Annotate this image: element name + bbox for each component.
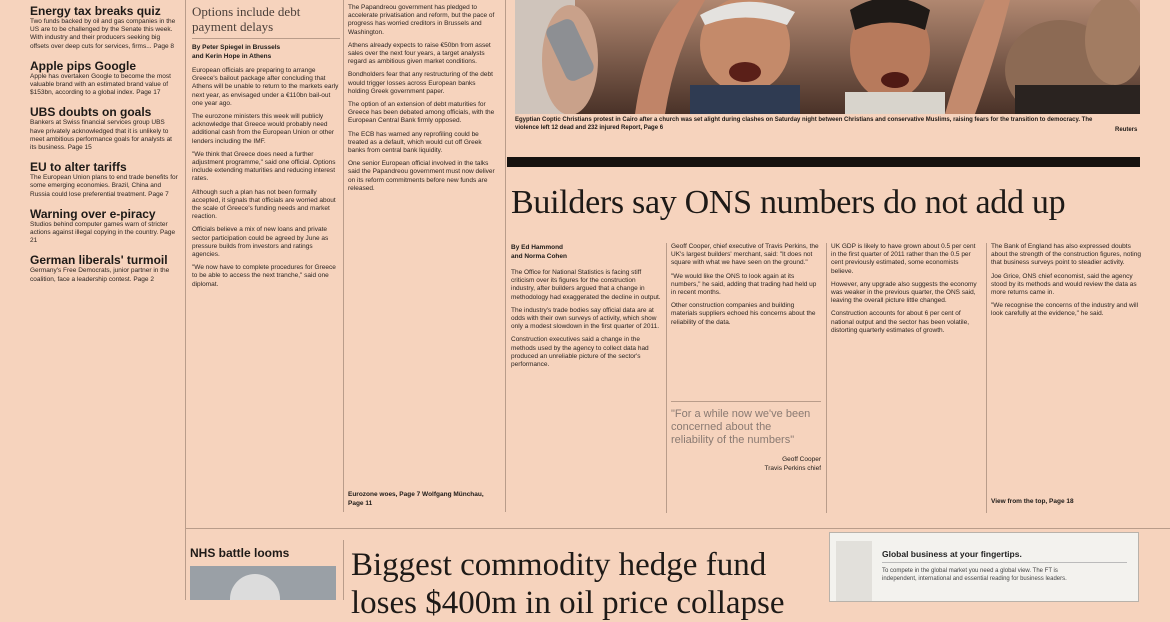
story-paragraph: Other construction companies and building materials suppliers echoed his concerns about the reliability of the data.	[671, 302, 816, 326]
story-column-2	[192, 0, 340, 512]
ad-text: To compete in the global market you need a global view. The FT is independent, international and essential reading for business leaders.	[882, 568, 1067, 582]
story-text	[991, 243, 1141, 491]
story-paragraph: Athens already expects to raise €50bn from asset sales over the next four years, a target analysts regard as ambitious given market conditions.	[348, 41, 491, 66]
column-rule	[826, 243, 827, 513]
story-paragraph: "We think that Greece does need a further adjustment programme," said one official. Options include extending maturities and reducing interest rates.	[192, 150, 336, 183]
brief-heading[interactable]: EU to alter tariffs	[30, 160, 127, 175]
lead-column-2	[671, 243, 821, 513]
story-paragraph: Officials believe a mix of new loans and private sector participation could be agreed by June as pressure builds from investors and ratings agencies.	[192, 226, 329, 259]
subheadline: Options include debt payment delays	[192, 4, 301, 34]
story-paragraph: The eurozone ministers this week will publicly acknowledge that Greece would probably need additional cash from the European Union or other lenders including the IMF.	[192, 113, 335, 145]
story-paragraph: European officials are preparing to arrange Greece's bailout package after concluding that Athens will be unable to return to the markets early next year, as envisaged under a €110bn bail-out one year ago.	[192, 67, 339, 107]
story-paragraph: Construction executives said a change in the methods used by the agency to collect data had produced an unreliable picture of the sector's performance.	[511, 336, 649, 369]
lead-headline[interactable]: Builders say ONS numbers do not add up	[511, 184, 1066, 221]
byline: By Peter Spiegel in Brussels	[192, 44, 281, 51]
story-paragraph: The Papandreou government has pledged to accelerate privatisation and reform, but the pace of progress has worried creditors in Brussels and Washington.	[348, 4, 495, 36]
story-text	[671, 243, 821, 395]
bottom-headline[interactable]: Biggest commodity hedge fund loses $400m in oil price collapse	[351, 547, 785, 621]
story-paragraph: Although such a plan has not been formally accepted, it signals that officials are worried about the scale of Greece's funding needs and market reaction.	[192, 188, 336, 221]
ad-rule	[882, 562, 1127, 563]
photo-caption: Egyptian Coptic Christians protest in Cairo after a church was set alight during clashes on Saturday night between Christians and conservative Muslims, raising fears for the transition to democracy. The violence left 12 dead and 232 injured Report, Page 6	[515, 117, 1093, 131]
story-paragraph: "We recognise the concerns of the industry and will look carefully at the evidence," he said.	[991, 302, 1139, 318]
nhs-heading[interactable]: NHS battle looms	[190, 546, 290, 560]
quote-attribution: Geoff Cooper	[782, 456, 821, 463]
story-column-3	[348, 4, 498, 484]
story-paragraph: The industry's trade bodies say official data are at odds with their own surveys of activity, which show only a modest slowdown in the first quarter of 2011.	[511, 306, 660, 331]
ad-heading: Global business at your fingertips.	[882, 549, 1022, 559]
page-reference[interactable]: View from the top, Page 18	[991, 498, 1074, 505]
page-reference[interactable]: Eurozone woes, Page 7 Wolfgang Münchau, Page 11	[348, 491, 484, 507]
brief-heading[interactable]: Energy tax breaks quiz	[30, 4, 161, 18]
byline: By Ed Hammond	[511, 244, 564, 251]
brief-text: Apple has overtaken Google to become the most valuable brand with an estimated brand value of $153bn, according to a global index. Page 17	[30, 72, 171, 97]
subhead-rule	[192, 38, 340, 39]
story-paragraph: Geoff Cooper, chief executive of Travis Perkins, the UK's largest builders' merchant, said: "It does not square with what we have seen on the ground."	[671, 243, 819, 267]
lead-column-4	[991, 243, 1141, 513]
story-paragraph: UK GDP is likely to have grown about 0.5 per cent in the first quarter of 2011 rather than the 0.5 per cent previously estimated, some economists believe.	[831, 243, 976, 275]
pull-quote: "For a while now we've been concerned about the reliability of the numbers"	[671, 408, 811, 446]
photo-credit: Reuters	[1115, 127, 1138, 133]
story-paragraph: The Bank of England has also expressed doubts about the strength of the construction figures, noting that business surveys point to steadier activity.	[991, 243, 1141, 267]
story-text	[511, 269, 661, 369]
brief-text: The European Union plans to end trade benefits for some emerging economies. Brazil, China and Russia could lose preferential treatment. Page 7	[30, 174, 178, 198]
column-rule	[666, 243, 667, 513]
brief-text: Bankers at Swiss financial services group UBS have privately acknowledged that it is unlikely to meet ambitious performance goals for analysts at its business. Page 15	[30, 119, 172, 152]
section-rule	[186, 528, 1170, 529]
brief-heading[interactable]: Apple pips Google	[30, 58, 137, 73]
story-paragraph: Construction accounts for about 6 per cent of national output and the sector has been volatile, distorting quarterly estimates of growth.	[831, 310, 970, 334]
story-paragraph: The option of an extension of debt maturities for Greece has been debated among officials, with the European Central Bank firmly opposed.	[348, 101, 495, 125]
advertisement[interactable]	[829, 532, 1139, 602]
column-rule	[343, 0, 344, 512]
column-rule	[185, 0, 186, 600]
brief-heading[interactable]: UBS doubts on goals	[30, 105, 152, 120]
byline: and Norma Cohen	[511, 253, 567, 260]
lead-column-1	[511, 243, 661, 513]
story-paragraph: One senior European official involved in the talks said the Papandreou government must now deliver on its reform commitments before new funds are released.	[348, 160, 495, 192]
quote-rule	[671, 401, 821, 402]
story-paragraph: However, any upgrade also suggests the economy was weaker in the previous quarter, the ONS said, leaving the overall picture little changed.	[831, 280, 977, 305]
story-text	[192, 67, 340, 289]
ad-image	[836, 541, 872, 601]
story-paragraph: "We now have to complete procedures for Greece to be able to access the next tranche," said one diplomat.	[192, 264, 336, 288]
story-paragraph: The Office for National Statistics is facing stiff criticism over its figures for the construction industry, after builders argued that a change in methodology had exaggerated the decline in output.	[511, 269, 661, 301]
brief-heading[interactable]: Warning over e-piracy	[30, 206, 156, 221]
section-rule	[507, 157, 1140, 167]
nhs-story	[190, 546, 338, 600]
story-paragraph: Bondholders fear that any restructuring of the debt would trigger losses across European banks holding Greek government paper.	[348, 71, 493, 95]
byline: and Kerin Hope in Athens	[192, 53, 272, 60]
brief-text: Two funds backed by oil and gas companies in the US are to be challenged by the Senate this week. With industry and their producers seeking big offsets over deep cuts for services, firms... Page 8	[30, 18, 176, 50]
story-paragraph: Joe Grice, ONS chief economist, said the agency stood by its methods and would review the data as more returns came in.	[991, 272, 1137, 297]
briefs-list	[30, 4, 180, 284]
brief-text: Germany's Free Democrats, junior partner in the coalition, face a leadership contest. Page 2	[30, 267, 170, 283]
column-rule	[986, 243, 987, 513]
lead-column-3	[831, 243, 981, 508]
brief-heading[interactable]: German liberals' turmoil	[30, 253, 168, 268]
column-rule	[343, 540, 344, 600]
briefs-column	[30, 4, 180, 600]
story-paragraph: "We would like the ONS to look again at its numbers," he said, adding that trading had held up in recent months.	[671, 272, 817, 297]
protest-photo	[515, 0, 1140, 114]
story-paragraph: The ECB has warned any reprofiling could be treated as a default, which would cut off Greek banks from central bank liquidity.	[348, 130, 482, 155]
column-rule	[505, 0, 506, 512]
news-photo	[515, 0, 1140, 114]
nhs-photo	[190, 566, 336, 600]
quote-attribution: Travis Perkins chief	[764, 465, 821, 472]
brief-text: Studios behind computer games warn of stricter actions against illegal copying in the country. Page 21	[30, 220, 176, 245]
